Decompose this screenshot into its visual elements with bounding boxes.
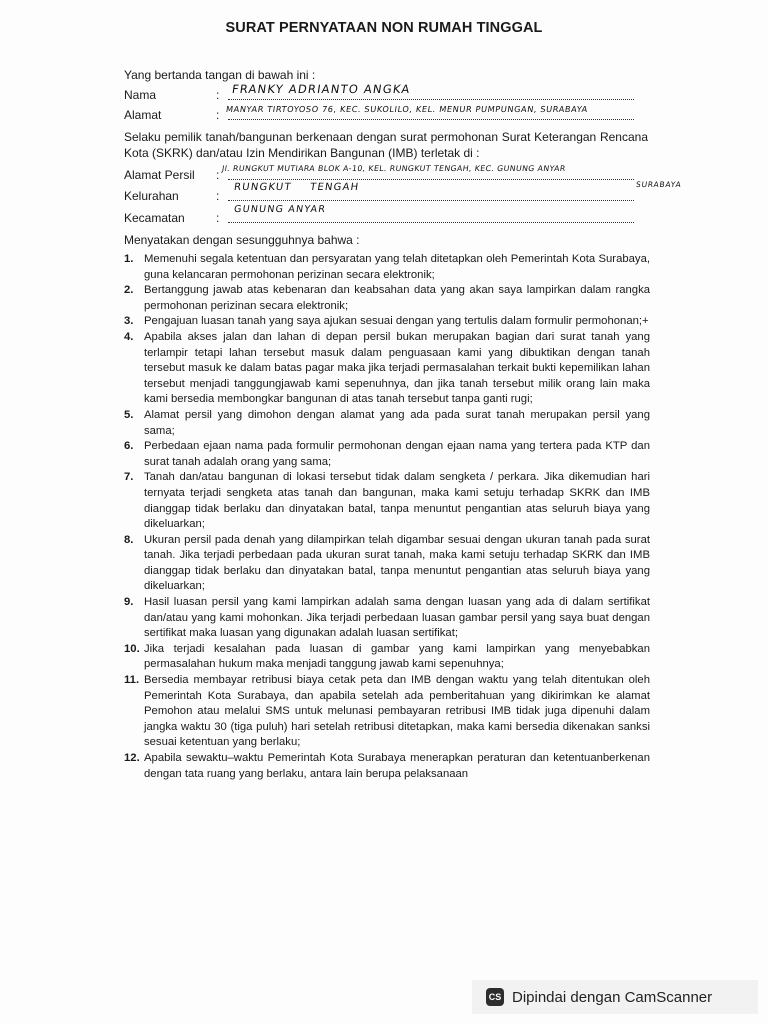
dotted-line	[228, 200, 634, 201]
list-item	[124, 470, 650, 532]
document-title: SURAT PERNYATAAN NON RUMAH TINGGAL	[225, 20, 543, 36]
dotted-line	[228, 99, 634, 100]
item-text: Bertanggung jawab atas kebenaran dan keabsahan data yang akan saya lampirkan dalam rangka permohonan perizinan secara elektronik;	[144, 284, 650, 312]
field-label: Nama	[124, 88, 157, 102]
list-item	[124, 283, 650, 314]
list-item	[124, 252, 650, 283]
item-number: 7.	[124, 471, 134, 484]
item-text: Perbedaan ejaan nama pada formulir permohonan dengan ejaan nama yang tertera pada KTP dan surat tanah adalah orang yang sama;	[144, 440, 650, 468]
list-item	[124, 533, 650, 595]
list-item	[124, 408, 650, 439]
camscanner-watermark	[472, 980, 758, 1014]
item-text: Apabila akses jalan dan lahan di depan persil bukan merupakan bagian dari surat tanah yang terlampir tetapi lahan tersebut masuk dalam penguasaan kami yang dibuktikan dengan tanah tersebut masuk ke dalam batas pagar maka jika terjadi permasalahan terkait bukti kepemilikan lahan tersebut menjadi tanggungjawab kami sepenuhnya, dan jika tanah tersebut milik orang lain maka kami bersedia membongkar bangunan di atas tanah tersebut tanpa ganti rugi;	[144, 330, 650, 406]
item-text: Tanah dan/atau bangunan di lokasi tersebut tidak dalam sengketa / perkara. Jika dikemudian hari ternyata terjadi sengketa atas tanah dan bangunan, maka kami setuju terhadap SKRK dan IMB dianggap tidak berlaku dan dinyatakan batal, tanpa menuntut pengantian atas seluruh biaya yang dikeluarkan;	[144, 471, 650, 531]
item-text: Ukuran persil pada denah yang dilampirkan telah digambar sesuai dengan ukuran tanah pada surat tanah. Jika terjadi perbedaan pada ukuran surat tanah, maka kami setuju terhadap SKRK dan IMB dianggap tidak berlaku dan dinyatakan batal, tanpa menuntut pengantian atas seluruh biaya yang dikeluarkan;	[144, 533, 650, 593]
dotted-line	[228, 119, 634, 120]
item-number: 3.	[124, 315, 134, 328]
declaration-intro: Menyatakan dengan sesungguhnya bahwa :	[124, 233, 360, 247]
owner-paragraph: Selaku pemilik tanah/bangunan berkenaan dengan surat permohonan Surat Keterangan Rencana Kota (SKRK) dan/atau Izin Mendirikan Bangunan (IMB) terletak di :	[124, 130, 648, 160]
field-kecamatan	[124, 207, 644, 227]
field-label: Alamat Persil	[124, 168, 195, 182]
field-colon: :	[216, 189, 220, 203]
field-colon: :	[216, 88, 220, 102]
field-label: Kelurahan	[124, 189, 179, 203]
handwritten-kelurahan: RUNGKUT TENGAH	[233, 182, 360, 193]
list-item	[124, 439, 650, 470]
item-text: Apabila sewaktu–waktu Pemerintah Kota Surabaya menerapkan peraturan dan ketentuanberkenan dengan tata ruang yang berlaku, antara lain berupa pelaksanaan	[144, 752, 650, 780]
item-text: Hasil luasan persil yang kami lampirkan adalah sama dengan luasan yang ada di dalam sertifikat dan/atau yang kami mohonkan. Jika terjadi perbedaan luasan gambar persil yang saya buat dengan sertifikat maka luasan yang digunakan adalah luasan sertifikat;	[144, 596, 650, 640]
field-colon: :	[216, 211, 220, 225]
item-number: 12.	[124, 752, 140, 764]
item-text: Memenuhi segala ketentuan dan persyaratan yang telah ditetapkan oleh Pemerintah Kota Surabaya, guna kelancaran permohonan perizinan secara elektronik;	[144, 253, 650, 281]
declaration-list	[124, 252, 650, 782]
handwritten-kecamatan: GUNUNG ANYAR	[233, 204, 327, 215]
item-number: 11.	[124, 674, 140, 687]
handwritten-alamat-persil-cont: SURABAYA	[635, 180, 683, 189]
item-number: 4.	[124, 330, 134, 343]
list-item	[124, 330, 650, 408]
item-number: 10.	[124, 642, 140, 655]
camscanner-logo-icon: CS	[486, 988, 504, 1006]
item-number: 6.	[124, 440, 134, 453]
field-colon: :	[216, 108, 220, 122]
field-kelurahan	[124, 185, 644, 205]
item-text: Alamat persil yang dimohon dengan alamat yang ada pada surat tanah merupakan persil yang sama;	[144, 408, 650, 437]
dotted-line	[228, 222, 634, 223]
item-text: Jika terjadi kesalahan pada luasan di gambar yang kami lampirkan yang menyebabkan permasalahan hukum maka menjadi tanggung jawab kami sepenuhnya;	[144, 642, 650, 671]
handwritten-alamat: MANYAR TIRTOYOSO 76, KEC. SUKOLILO, KEL. MENUR PUMPUNGAN, SURABAYA	[225, 104, 589, 114]
list-item	[124, 673, 650, 751]
dotted-line	[228, 179, 634, 180]
item-number: 1.	[124, 253, 134, 265]
list-item	[124, 595, 650, 642]
intro-text: Yang bertanda tangan di bawah ini :	[124, 68, 316, 82]
field-colon: :	[216, 168, 220, 182]
item-number: 9.	[124, 596, 134, 609]
list-item	[124, 314, 650, 330]
item-number: 8.	[124, 533, 134, 546]
list-item	[124, 751, 650, 782]
item-number: 5.	[124, 408, 134, 421]
item-text: Pengajuan luasan tanah yang saya ajukan sesuai dengan yang tertulis dalam formulir permohonan;+	[144, 315, 649, 328]
list-item	[124, 642, 650, 673]
field-label: Kecamatan	[124, 211, 185, 225]
item-text: Bersedia membayar retribusi biaya cetak peta dan IMB dengan waktu yang telah ditentukan oleh Pemerintah Kota Surabaya, dan apabila setelah ada pemberitahuan yang dikirimkan ke alamat Pemohon atau melalui SMS untuk melunasi pembayaran retribusi IMB tidak juga dipenuhi dalam jangka waktu 30 (tiga puluh) hari setelah retribusi ditetapkan, maka kami bersedia dikenakan sanksi sesuai ketentuan yang berlaku;	[144, 674, 650, 749]
handwritten-alamat-persil: Jl. RUNGKUT MUTIARA BLOK A-10, KEL. RUNGKUT TENGAH, KEC. GUNUNG ANYAR	[221, 164, 567, 173]
handwritten-nama: FRANKY ADRIANTO ANGKA	[231, 82, 412, 96]
watermark-text: Dipindai dengan CamScanner	[512, 988, 713, 1006]
item-number: 2.	[124, 284, 134, 297]
field-label: Alamat	[124, 108, 162, 122]
